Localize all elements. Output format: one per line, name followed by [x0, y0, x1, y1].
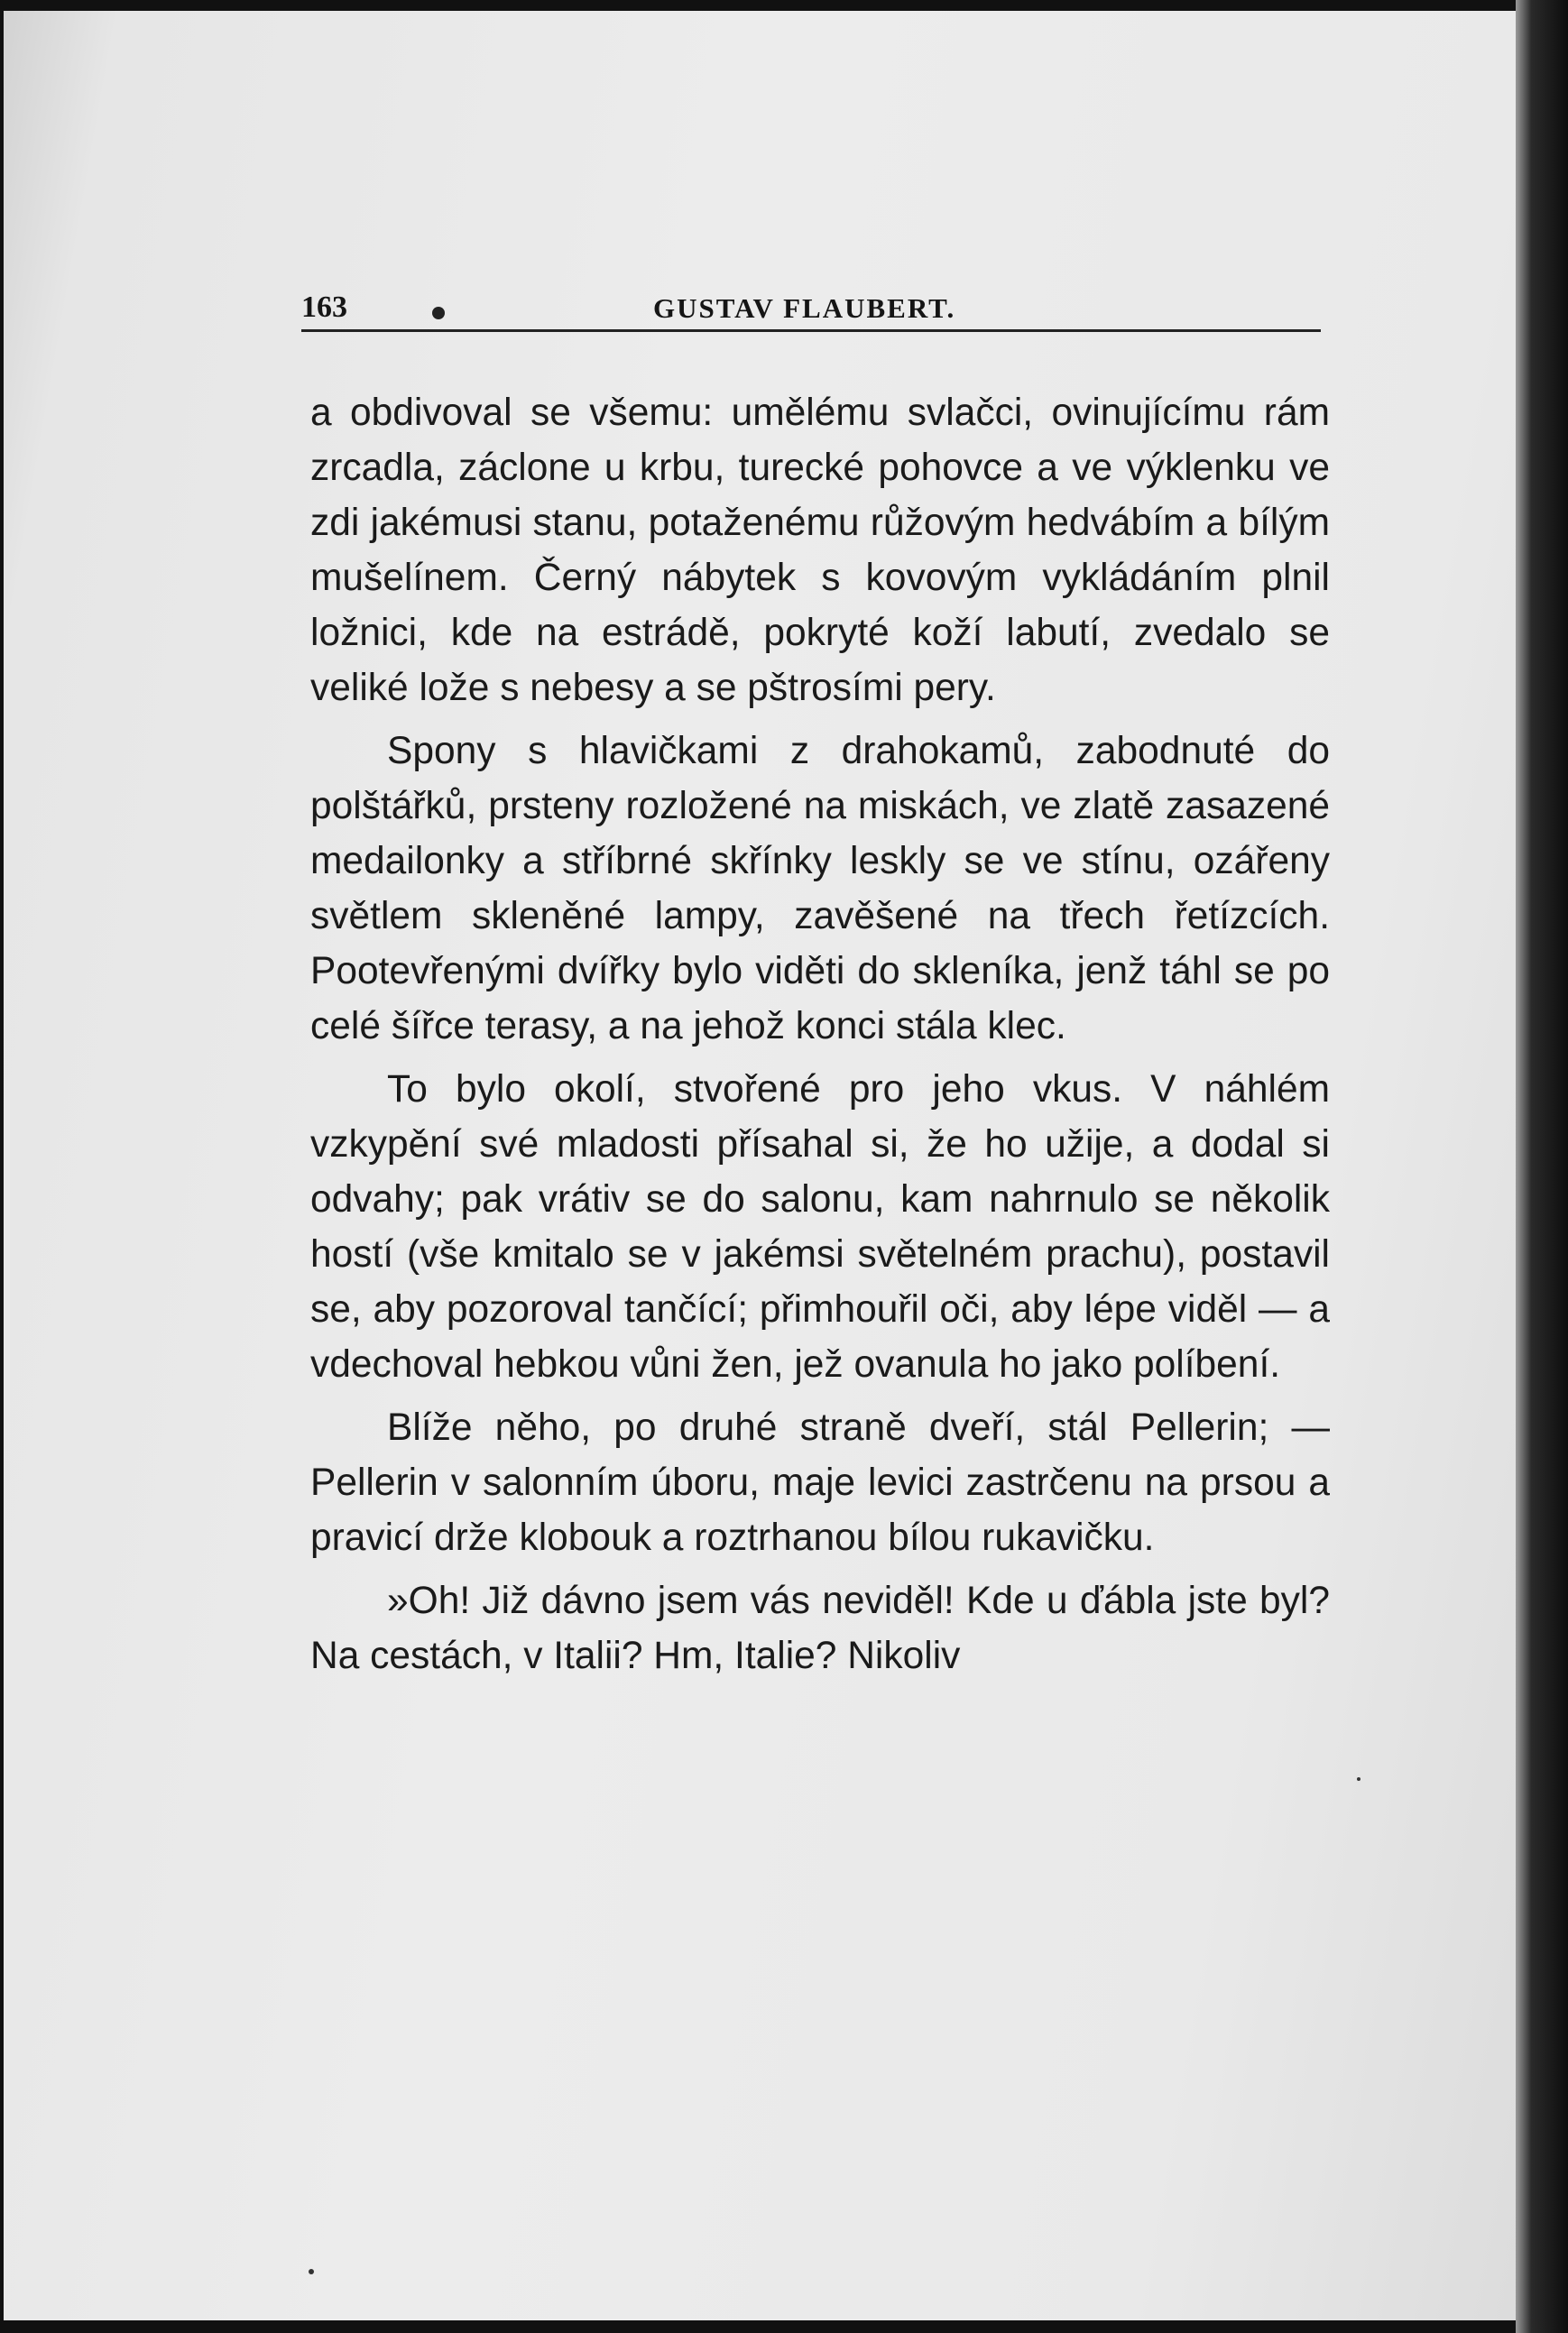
paragraph-5: »Oh! Již dávno jsem vás neviděl! Kde u ďábla jste byl? Na cestách, v Italii? Hm, Italie? Nikoliv [310, 1580, 1330, 1677]
paragraph-1: a obdivoval se všemu: umělému svlačci, ovinujícímu rám zrcadla, záclone u krbu, turecké pohovce a ve výklenku ve zdi jakémusi stanu, potaženému růžovým hedvábím a bílým mušelínem. Černý nábytek s kovovým vykládáním plnil ložnici, kde na estrádě, pokryté koží labutí, zvedalo se veliké lože s nebesy a se pštrosími pery. [310, 392, 1330, 709]
page-header [301, 281, 1321, 327]
paragraph-4: Blíže něho, po druhé straně dveří, stál Pellerin; — Pellerin v salonním úboru, maje levici zastrčenu na prsou a pravicí drže klobouk a roztrhanou bílou rukavičku. [310, 1406, 1330, 1559]
book-page [4, 11, 1516, 2320]
running-head: GUSTAV FLAUBERT. [653, 292, 956, 324]
ink-dot [432, 307, 445, 319]
paragraph-3: To bylo okolí, stvořené pro jeho vkus. V náhlém vzkypění své mladosti přísahal si, že ho užije, a dodal si odvahy; pak vrátiv se do salonu, kam nahrnulo se několik hostí (vše kmitalo se v jakémsi světelném prachu), postavil se, aby pozoroval tančící; přimhouřil oči, aby lépe viděl — a vdechoval hebkou vůni žen, jež ovanula ho jako políbení. [310, 1068, 1330, 1386]
page-edge-shadow [1516, 0, 1568, 2333]
ink-speck [309, 2269, 314, 2274]
paragraph-2: Spony s hlavičkami z drahokamů, zabodnuté do polštářků, prsteny rozložené na miskách, ve zlatě zasazené medailonky a stříbrné skřínky leskly se ve stínu, ozářeny světlem skleněné lampy, zavěšené na třech řetízcích. Pootevřenými dvířky bylo viděti do skleníka, jenž táhl se po celé šířce terasy, a na jehož konci stála klec. [310, 730, 1330, 1047]
page-number: 163 [301, 290, 347, 324]
body-text [310, 385, 1330, 1683]
ink-speck [1357, 1777, 1360, 1781]
header-rule [301, 329, 1321, 332]
